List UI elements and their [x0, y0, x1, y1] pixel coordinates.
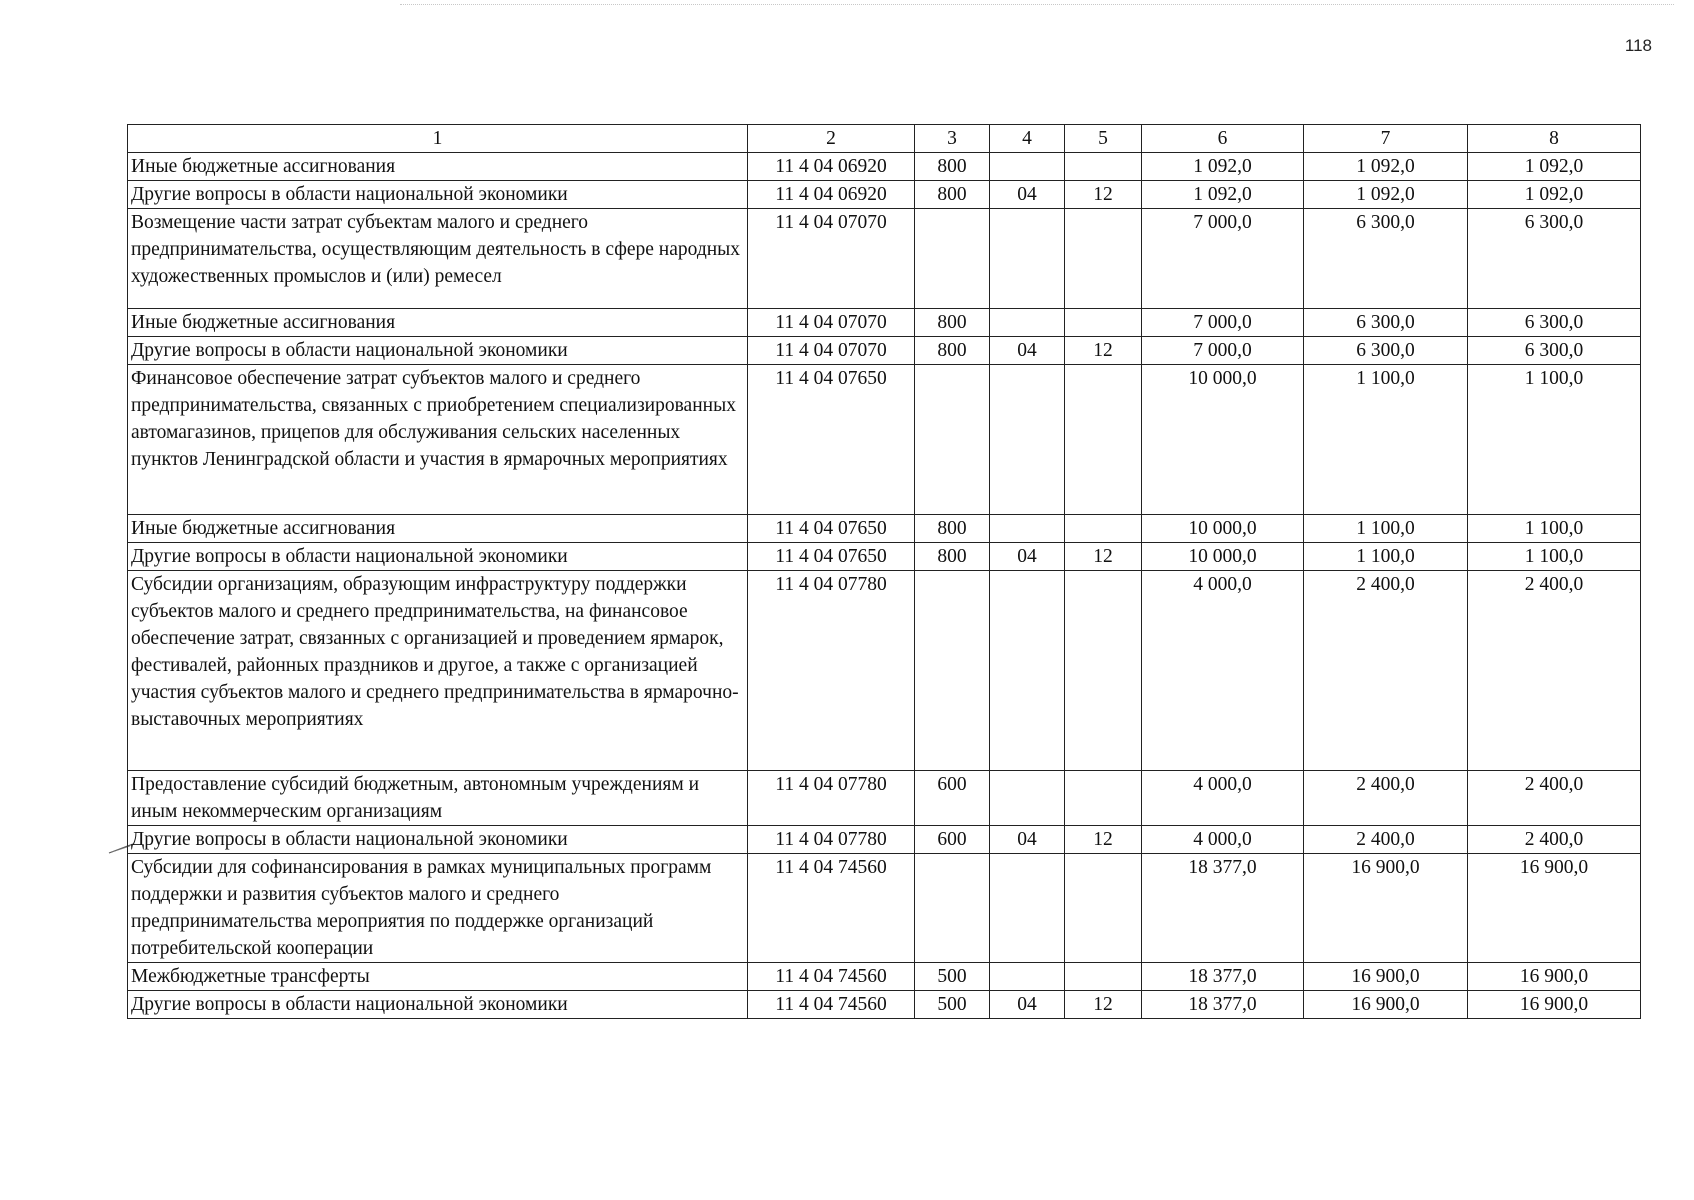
table-cell-code: 11 4 04 74560 — [748, 963, 915, 991]
column-header-8: 8 — [1468, 125, 1641, 153]
column-header-5: 5 — [1065, 125, 1142, 153]
table-cell-col6: 10 000,0 — [1142, 515, 1304, 543]
table-cell-col8: 2 400,0 — [1468, 771, 1641, 826]
table-cell-col3: 800 — [915, 153, 990, 181]
table-cell-col5: 12 — [1065, 543, 1142, 571]
table-cell-col8: 2 400,0 — [1468, 571, 1641, 771]
table-cell-col7: 6 300,0 — [1304, 209, 1468, 309]
table-cell-name: Иные бюджетные ассигнования — [128, 309, 748, 337]
table-cell-col7: 2 400,0 — [1304, 571, 1468, 771]
table-cell-name: Другие вопросы в области национальной экономики — [128, 826, 748, 854]
table-cell-name: Другие вопросы в области национальной экономики — [128, 337, 748, 365]
table-cell-col7: 1 100,0 — [1304, 365, 1468, 515]
table-cell-col4 — [990, 963, 1065, 991]
table-row — [128, 309, 1641, 337]
table-cell-col3 — [915, 571, 990, 771]
table-cell-col3 — [915, 209, 990, 309]
table-cell-col4: 04 — [990, 543, 1065, 571]
table-cell-name: Другие вопросы в области национальной экономики — [128, 991, 748, 1019]
table-row — [128, 826, 1641, 854]
table-cell-col4 — [990, 365, 1065, 515]
table-cell-col6: 7 000,0 — [1142, 309, 1304, 337]
table-cell-col4 — [990, 571, 1065, 771]
table-cell-code: 11 4 04 07650 — [748, 543, 915, 571]
table-cell-col3: 800 — [915, 337, 990, 365]
table-cell-code: 11 4 04 06920 — [748, 153, 915, 181]
table-cell-col6: 1 092,0 — [1142, 181, 1304, 209]
table-cell-col8: 16 900,0 — [1468, 991, 1641, 1019]
table-cell-col6: 7 000,0 — [1142, 337, 1304, 365]
table-cell-col8: 1 092,0 — [1468, 153, 1641, 181]
table-cell-name: Финансовое обеспечение затрат субъектов малого и среднего предпринимательства, связанных с приобретением специализированных автомагазинов, прицепов для обслуживания сельских населенных пунктов Ленинградской области и участия в ярмарочных мероприятиях — [128, 365, 748, 515]
table-cell-col6: 4 000,0 — [1142, 571, 1304, 771]
table-row — [128, 963, 1641, 991]
table-cell-code: 11 4 04 07650 — [748, 515, 915, 543]
table-cell-col3: 800 — [915, 515, 990, 543]
table-cell-code: 11 4 04 07780 — [748, 571, 915, 771]
table-row — [128, 337, 1641, 365]
table-cell-col4 — [990, 771, 1065, 826]
table-row — [128, 854, 1641, 963]
table-cell-col4 — [990, 854, 1065, 963]
table-cell-col7: 16 900,0 — [1304, 991, 1468, 1019]
table-cell-col7: 2 400,0 — [1304, 826, 1468, 854]
table-cell-col5: 12 — [1065, 337, 1142, 365]
budget-table — [127, 124, 1641, 1019]
table-cell-code: 11 4 04 07780 — [748, 826, 915, 854]
table-cell-col5: 12 — [1065, 991, 1142, 1019]
table-cell-col4: 04 — [990, 991, 1065, 1019]
table-row — [128, 991, 1641, 1019]
column-header-3: 3 — [915, 125, 990, 153]
table-cell-col7: 16 900,0 — [1304, 854, 1468, 963]
table-cell-col6: 18 377,0 — [1142, 963, 1304, 991]
table-row — [128, 515, 1641, 543]
table-cell-col4: 04 — [990, 181, 1065, 209]
table-cell-col3: 800 — [915, 309, 990, 337]
table-cell-col4 — [990, 209, 1065, 309]
table-cell-col3: 600 — [915, 771, 990, 826]
page-number: 118 — [1624, 36, 1652, 55]
table-cell-col8: 6 300,0 — [1468, 337, 1641, 365]
table-cell-col6: 4 000,0 — [1142, 826, 1304, 854]
table-cell-col8: 1 092,0 — [1468, 181, 1641, 209]
table-cell-col6: 10 000,0 — [1142, 543, 1304, 571]
header-row — [128, 125, 1641, 153]
table-cell-col5 — [1065, 854, 1142, 963]
table-cell-name: Иные бюджетные ассигнования — [128, 515, 748, 543]
table-cell-col7: 6 300,0 — [1304, 309, 1468, 337]
scan-top-edge — [400, 4, 1674, 5]
table-row — [128, 571, 1641, 771]
table-cell-col7: 1 092,0 — [1304, 153, 1468, 181]
table-cell-name: Иные бюджетные ассигнования — [128, 153, 748, 181]
table-cell-col3: 800 — [915, 181, 990, 209]
table-row — [128, 153, 1641, 181]
table-cell-col5 — [1065, 963, 1142, 991]
table-cell-col4: 04 — [990, 826, 1065, 854]
table-cell-col5 — [1065, 309, 1142, 337]
table-cell-col3 — [915, 854, 990, 963]
table-cell-col5: 12 — [1065, 826, 1142, 854]
table-row — [128, 543, 1641, 571]
table-cell-col5 — [1065, 515, 1142, 543]
table-cell-col6: 18 377,0 — [1142, 854, 1304, 963]
table-cell-col4 — [990, 309, 1065, 337]
table-row — [128, 365, 1641, 515]
table-row — [128, 771, 1641, 826]
column-header-2: 2 — [748, 125, 915, 153]
table-cell-col5 — [1065, 571, 1142, 771]
table-cell-col7: 6 300,0 — [1304, 337, 1468, 365]
table-cell-col3: 500 — [915, 963, 990, 991]
table-cell-col3 — [915, 365, 990, 515]
table-cell-col8: 6 300,0 — [1468, 209, 1641, 309]
table-cell-code: 11 4 04 74560 — [748, 854, 915, 963]
table-cell-col5: 12 — [1065, 181, 1142, 209]
table-cell-code: 11 4 04 07070 — [748, 337, 915, 365]
table-cell-col3: 600 — [915, 826, 990, 854]
table-row — [128, 181, 1641, 209]
table-cell-col6: 1 092,0 — [1142, 153, 1304, 181]
table-cell-col5 — [1065, 771, 1142, 826]
table-cell-name: Другие вопросы в области национальной экономики — [128, 543, 748, 571]
table-cell-col7: 2 400,0 — [1304, 771, 1468, 826]
column-header-4: 4 — [990, 125, 1065, 153]
table-row — [128, 209, 1641, 309]
table-cell-code: 11 4 04 07070 — [748, 209, 915, 309]
table-cell-col4 — [990, 515, 1065, 543]
table-cell-code: 11 4 04 74560 — [748, 991, 915, 1019]
table-cell-col8: 6 300,0 — [1468, 309, 1641, 337]
table-cell-name: Предоставление субсидий бюджетным, автономным учреждениям и иным некоммерческим организациям — [128, 771, 748, 826]
table-cell-col3: 800 — [915, 543, 990, 571]
table-cell-col8: 2 400,0 — [1468, 826, 1641, 854]
table-cell-col8: 1 100,0 — [1468, 515, 1641, 543]
table-cell-name: Субсидии организациям, образующим инфраструктуру поддержки субъектов малого и среднего предпринимательства, на финансовое обеспечение затрат, связанных с организацией и проведением ярмарок, фестивалей, районных праздников и другое, а также с организацией участия субъектов малого и среднего предпринимательства в ярмарочно-выставочных мероприятиях — [128, 571, 748, 771]
table-cell-col6: 4 000,0 — [1142, 771, 1304, 826]
column-header-6: 6 — [1142, 125, 1304, 153]
table-cell-col6: 18 377,0 — [1142, 991, 1304, 1019]
table-cell-name: Другие вопросы в области национальной экономики — [128, 181, 748, 209]
table-cell-name: Межбюджетные трансферты — [128, 963, 748, 991]
table-cell-col8: 1 100,0 — [1468, 543, 1641, 571]
table-cell-col6: 7 000,0 — [1142, 209, 1304, 309]
table-cell-col3: 500 — [915, 991, 990, 1019]
table-cell-code: 11 4 04 07780 — [748, 771, 915, 826]
table-cell-name: Субсидии для софинансирования в рамках муниципальных программ поддержки и развития субъектов малого и среднего предпринимательства мероприятия по поддержке организаций потребительской кооперации — [128, 854, 748, 963]
table-cell-col8: 1 100,0 — [1468, 365, 1641, 515]
column-header-1: 1 — [128, 125, 748, 153]
table-cell-col8: 16 900,0 — [1468, 963, 1641, 991]
table-cell-col5 — [1065, 209, 1142, 309]
table-cell-col4: 04 — [990, 337, 1065, 365]
table-cell-col8: 16 900,0 — [1468, 854, 1641, 963]
table-cell-code: 11 4 04 07070 — [748, 309, 915, 337]
table-cell-col5 — [1065, 153, 1142, 181]
table-cell-col7: 1 100,0 — [1304, 543, 1468, 571]
table-cell-col5 — [1065, 365, 1142, 515]
table-cell-code: 11 4 04 07650 — [748, 365, 915, 515]
table-cell-col4 — [990, 153, 1065, 181]
table-cell-col7: 1 100,0 — [1304, 515, 1468, 543]
table-cell-col6: 10 000,0 — [1142, 365, 1304, 515]
column-header-7: 7 — [1304, 125, 1468, 153]
table-cell-code: 11 4 04 06920 — [748, 181, 915, 209]
table-cell-name: Возмещение части затрат субъектам малого и среднего предпринимательства, осуществляющим деятельность в сфере народных художественных промыслов и (или) ремесел — [128, 209, 748, 309]
table-cell-col7: 1 092,0 — [1304, 181, 1468, 209]
table-cell-col7: 16 900,0 — [1304, 963, 1468, 991]
